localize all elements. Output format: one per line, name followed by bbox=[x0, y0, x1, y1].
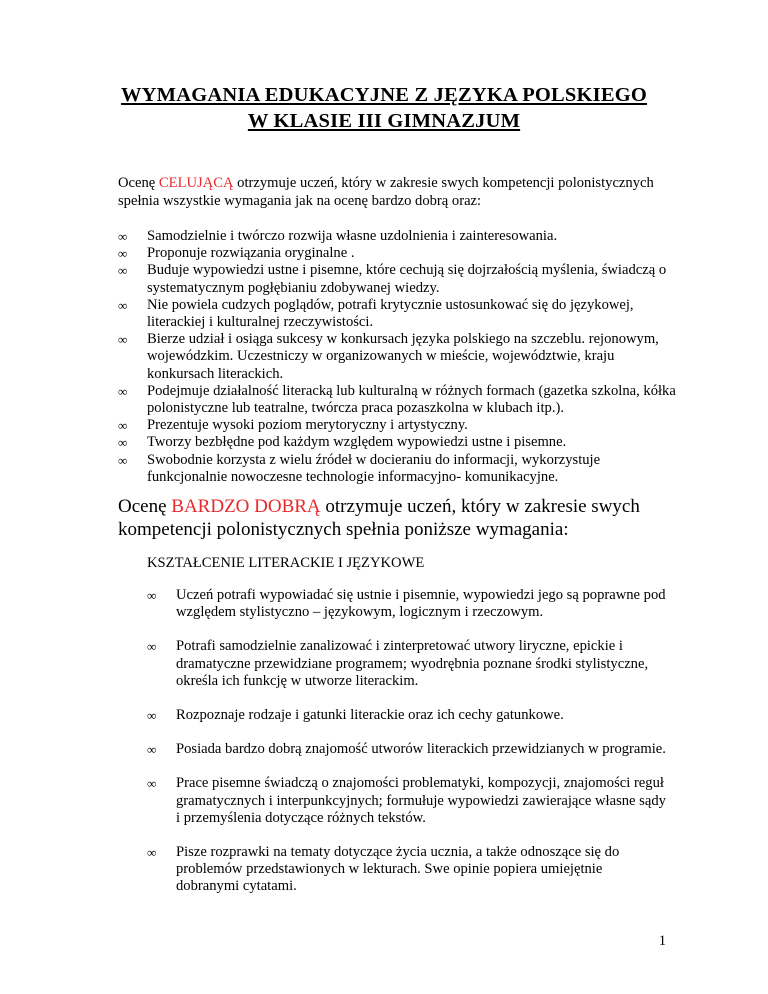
bullet-icon: ∞ bbox=[147, 708, 157, 724]
list-item: ∞ Uczeń potrafi wypowiadać się ustnie i pisemnie, wypowiedzi jego są poprawne pod względem stylistyczno – językowym, logicznym i rzeczowym. bbox=[147, 587, 666, 621]
list-item: ∞ Rozpoznaje rodzaje i gatunki literackie oraz ich cechy gatunkowe. bbox=[147, 707, 564, 724]
bullet-icon: ∞ bbox=[118, 246, 128, 262]
bardzo-dobra-heading bbox=[118, 495, 678, 541]
bullet-icon: ∞ bbox=[118, 435, 128, 451]
bullet-icon: ∞ bbox=[118, 383, 128, 399]
bullet-icon: ∞ bbox=[118, 229, 128, 244]
celujaca-requirements-list bbox=[118, 228, 678, 486]
list-item: ∞ Prace pisemne świadczą o znajomości problematyki, kompozycji, znajomości reguł gramatycznych i interpunkcyjnych; formułuje wypowiedzi zawierające własne sądy i przemyślenia dotyczące różnych tekstów. bbox=[147, 775, 666, 826]
grade-celujaca: CELUJĄCĄ bbox=[158, 175, 234, 191]
bullet-icon: ∞ bbox=[118, 297, 128, 313]
list-item: ∞ Buduje wypowiedzi ustne i pisemne, które cechują się dojrzałością myślenia, świadczą o systematycznym pogłębianiu zdobywanej wiedzy. bbox=[118, 262, 667, 296]
bullet-icon: ∞ bbox=[147, 776, 157, 792]
list-item: ∞ Proponuje rozwiązania oryginalne . bbox=[118, 245, 355, 262]
bullet-icon: ∞ bbox=[118, 263, 128, 279]
bullet-icon: ∞ bbox=[118, 452, 128, 468]
heading2-after: otrzymuje uczeń, który w zakresie swych kompetencji polonistycznych spełnia poniższe wymagania: bbox=[118, 496, 640, 540]
celujaca-intro bbox=[118, 175, 678, 210]
bullet-icon: ∞ bbox=[118, 332, 128, 348]
bardzo-dobra-requirements-list bbox=[147, 587, 667, 913]
bullet-icon: ∞ bbox=[147, 845, 157, 861]
intro-after: otrzymuje uczeń, który w zakresie swych kompetencji polonistycznych spełnia wszystkie wymagania jak na ocenę bardzo dobrą oraz: bbox=[118, 175, 654, 209]
intro-before: Ocenę bbox=[118, 175, 159, 191]
list-item: ∞ Tworzy bezbłędne pod każdym względem wypowiedzi ustne i pisemne. bbox=[118, 434, 567, 451]
list-item: ∞ Prezentuje wysoki poziom merytoryczny i artystyczny. bbox=[118, 417, 468, 434]
list-item: ∞ Swobodnie korzysta z wielu źródeł w docieraniu do informacji, wykorzystuje funkcjonalnie nowoczesne technologie informacyjno- komunikacyjne. bbox=[118, 451, 601, 485]
list-item: ∞ Samodzielnie i twórczo rozwija własne uzdolnienia i zainteresowania. bbox=[118, 228, 558, 244]
list-item: ∞ Podejmuje działalność literacką lub kulturalną w różnych formach (gazetka szkolna, kółka polonistyczne lub teatralne, twórcza praca pozaszkolna w klubach itp.). bbox=[118, 382, 676, 417]
heading2-before: Ocenę bbox=[118, 496, 172, 517]
document-title bbox=[0, 82, 768, 134]
title-line-1: WYMAGANIA EDUKACYJNE Z JĘZYKA POLSKIEGO bbox=[120, 84, 648, 106]
section-subheading: KSZTAŁCENIE LITERACKIE I JĘZYKOWE bbox=[147, 555, 425, 571]
bullet-icon: ∞ bbox=[147, 588, 157, 603]
list-item: ∞ Nie powiela cudzych poglądów, potrafi krytycznie ustosunkować się do językowej, literackiej i kulturalnej rzeczywistości. bbox=[118, 296, 634, 331]
bullet-icon: ∞ bbox=[147, 742, 157, 758]
bullet-icon: ∞ bbox=[118, 418, 128, 434]
bullet-icon: ∞ bbox=[147, 639, 157, 655]
title-line-2: W KLASIE III GIMNAZJUM bbox=[247, 110, 521, 132]
list-item: ∞ Posiada bardzo dobrą znajomość utworów literackich przewidzianych w programie. bbox=[147, 741, 666, 758]
list-item: ∞ Potrafi samodzielnie zanalizować i zinterpretować utwory liryczne, epickie i dramatyczne przewidziane programem; wyodrębnia poznane środki stylistyczne, określa ich funkcję w utworze literackim. bbox=[147, 638, 649, 689]
grade-bardzo-dobra: BARDZO DOBRĄ bbox=[171, 496, 321, 517]
page-number: 1 bbox=[658, 933, 666, 949]
list-item: ∞ Bierze udział i osiąga sukcesy w konkursach języka polskiego na szczeblu. rejonowym, wojewódzkim. Uczestniczy w organizowanych w mieście, województwie, kraju konkursach literackich. bbox=[118, 331, 659, 382]
list-item: ∞ Pisze rozprawki na tematy dotyczące życia ucznia, a także odnoszące się do problemów przedstawionych w lekturach. Swe opinie popiera umiejętnie dobranymi cytatami. bbox=[147, 844, 620, 895]
